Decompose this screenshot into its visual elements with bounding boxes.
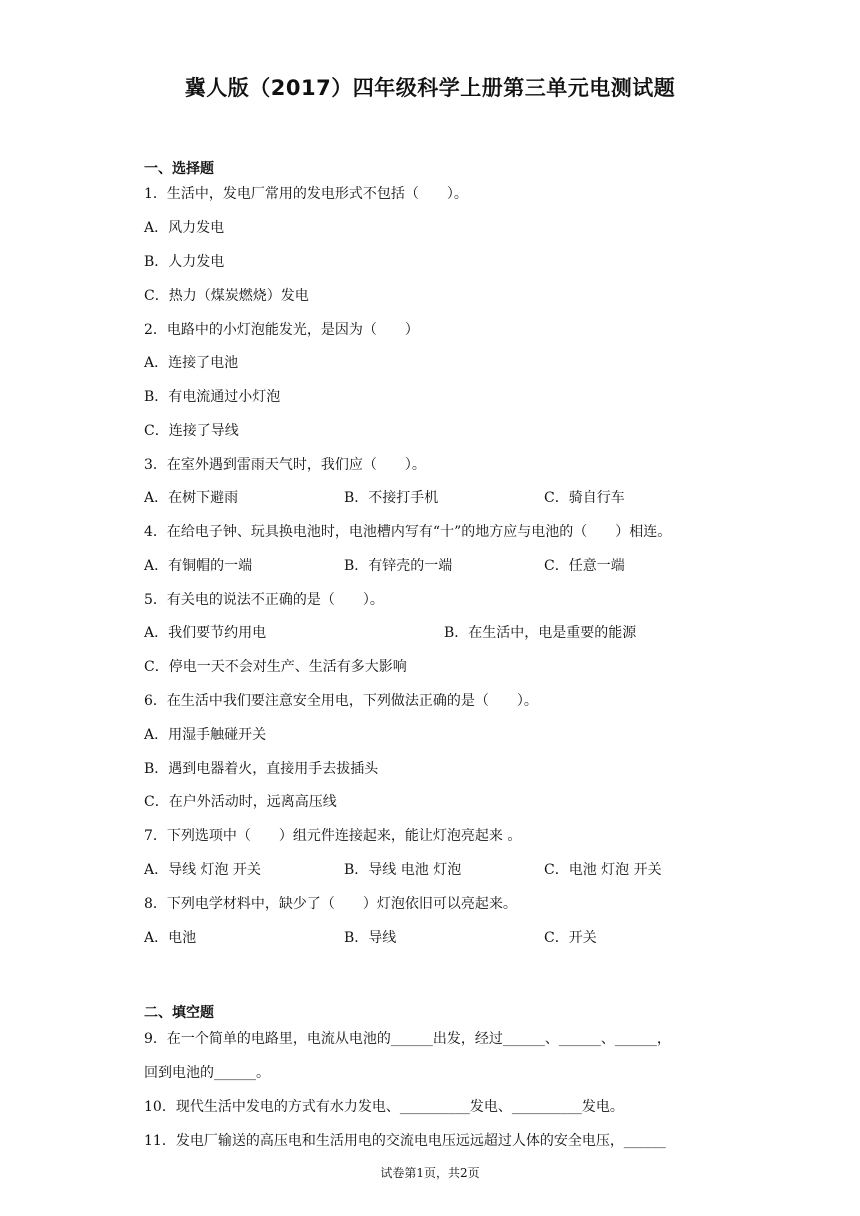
question-8-option-c: C．开关 [544,930,597,946]
question-3-option-a: A．在树下避雨 [144,490,239,506]
question-5-option-c: C．停电一天不会对生产、生活有多大影响 [144,659,407,675]
question-5-stem: 5．有关电的说法不正确的是（ ）。 [144,592,384,608]
question-4-option-c: C．任意一端 [544,558,625,574]
page-title: 冀人版（2017）四年级科学上册第三单元电测试题 [184,76,676,100]
question-6-option-c: C．在户外活动时，远离高压线 [144,794,337,810]
question-1-stem: 1．生活中，发电厂常用的发电形式不包括（ ）。 [144,186,468,202]
question-2-stem: 2．电路中的小灯泡能发光，是因为（ ） [144,322,419,338]
question-7-option-b: B．导线 电池 灯泡 [344,862,462,878]
question-9-line-1: 9．在一个简单的电路里，电流从电池的______出发，经过______、______、______， [144,1031,671,1047]
question-3-stem: 3．在室外遇到雷雨天气时，我们应（ ）。 [144,457,426,473]
section-heading-choice: 一、选择题 [144,161,214,177]
question-9-line-2: 回到电池的______。 [144,1065,270,1081]
question-7-option-a: A．导线 灯泡 开关 [144,862,262,878]
question-7-option-c: C．电池 灯泡 开关 [544,862,662,878]
question-3-option-b: B．不接打手机 [344,490,439,506]
question-1-option-c: C．热力（煤炭燃烧）发电 [144,288,309,304]
question-8-stem: 8．下列电学材料中，缺少了（ ）灯泡依旧可以亮起来。 [144,896,517,912]
question-4-stem: 4．在给电子钟、玩具换电池时，电池槽内写有“十”的地方应与电池的（ ）相连。 [144,524,672,540]
question-10-stem: 10．现代生活中发电的方式有水力发电、__________发电、__________发电。 [144,1099,624,1115]
question-2-option-a: A．连接了电池 [144,355,239,371]
question-8-option-b: B．导线 [344,930,397,946]
question-5-option-a: A．我们要节约用电 [144,625,267,641]
question-6-option-b: B．遇到电器着火，直接用手去拔插头 [144,761,379,777]
question-2-option-c: C．连接了导线 [144,423,239,439]
question-4-option-a: A．有铜帽的一端 [144,558,253,574]
question-3-option-c: C．骑自行车 [544,490,625,506]
question-2-option-b: B．有电流通过小灯泡 [144,389,281,405]
question-1-option-b: B．人力发电 [144,254,225,270]
question-6-option-a: A．用湿手触碰开关 [144,727,267,743]
question-4-option-b: B．有锌壳的一端 [344,558,453,574]
question-5-option-b: B．在生活中，电是重要的能源 [444,625,637,641]
question-7-stem: 7．下列选项中（ ）组元件连接起来，能让灯泡亮起来 。 [144,828,522,844]
question-1-option-a: A．风力发电 [144,220,225,236]
section-heading-fill: 二、填空题 [144,1005,214,1021]
question-8-option-a: A．电池 [144,930,197,946]
page-footer: 试卷第1页，共2页 [380,1166,480,1180]
question-11-stem: 11．发电厂输送的高压电和生活用电的交流电电压远远超过人体的安全电压，______ [144,1133,666,1149]
question-6-stem: 6．在生活中我们要注意安全用电，下列做法正确的是（ ）。 [144,693,538,709]
